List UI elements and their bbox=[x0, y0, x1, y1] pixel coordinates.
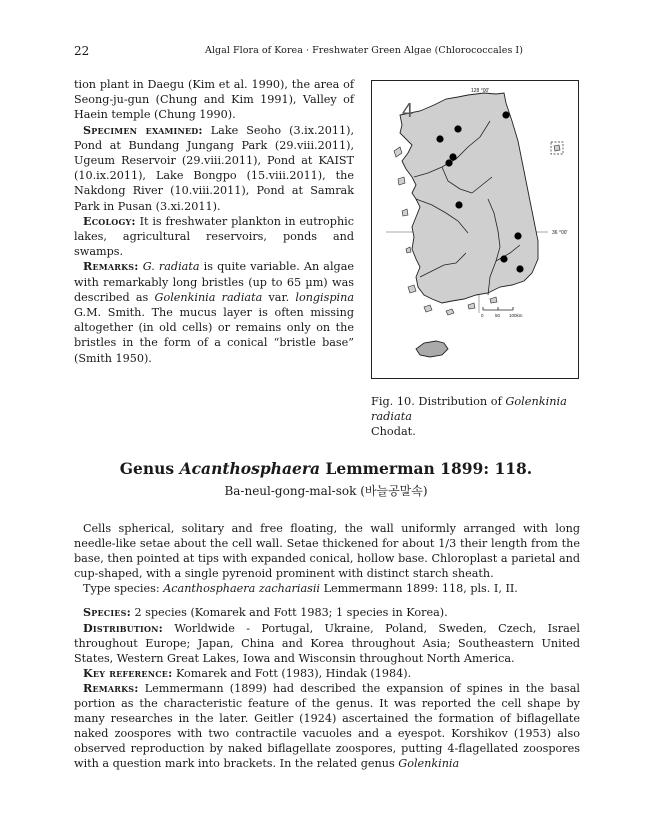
key-reference-paragraph bbox=[74, 666, 580, 681]
genus-name: Acanthosphaera bbox=[179, 459, 321, 478]
jeju-island bbox=[416, 341, 448, 357]
genus-citation: Lemmerman 1899: 118. bbox=[325, 459, 533, 478]
left-text-column bbox=[74, 77, 354, 366]
caption-prefix: Fig. 10. Distribution of bbox=[371, 395, 502, 408]
remarks-species: G. radiata bbox=[142, 260, 200, 274]
distribution-dot bbox=[436, 135, 443, 142]
latitude-label: 36 °00' bbox=[552, 230, 568, 236]
caption-species: Golenkinia radiata bbox=[371, 395, 567, 423]
map-panel-number: 4 bbox=[402, 100, 414, 122]
scale-label-50: 50 bbox=[495, 313, 501, 318]
distribution-map-figure bbox=[371, 80, 579, 379]
specimen-label: Specimen examined: bbox=[83, 122, 203, 137]
korea-map bbox=[372, 81, 578, 378]
description-paragraph: Cells spherical, solitary and free floating, the wall uniformly arranged with long needle-like setae about the cell wall. Setae thickened for about 1/3 their length from the base, then pointed at tips with expanded conical, hollow base. Chloroplast a parietal and cup-shaped, with a single pyrenoid prominent with distinct starch sheath. bbox=[74, 522, 580, 581]
mainland-shape bbox=[400, 93, 538, 303]
genus-body-text bbox=[74, 521, 580, 772]
intro-paragraph: tion plant in Daegu (Kim et al. 1990), the area of Seong-ju-gun (Chung and Kim 1991), Valley of Haein temple (Chung 1990). bbox=[74, 78, 354, 122]
distribution-dot bbox=[445, 159, 452, 166]
distribution-dot bbox=[502, 111, 509, 118]
species-text: 2 species (Komarek and Fott 1983; 1 species in Korea). bbox=[134, 606, 448, 620]
species-paragraph bbox=[74, 605, 580, 620]
specimen-paragraph bbox=[74, 123, 354, 214]
species-label: Species: bbox=[83, 605, 131, 620]
remarks-label: Remarks: bbox=[83, 259, 139, 274]
distribution-dot bbox=[500, 255, 507, 262]
type-species-label: Type species: bbox=[83, 582, 160, 596]
distribution-dot bbox=[449, 153, 456, 160]
running-head: Algal Flora of Korea · Freshwater Green Algae (Chlorococcales I) bbox=[205, 45, 523, 56]
ecology-paragraph bbox=[74, 214, 354, 260]
distribution-label: Distribution: bbox=[83, 620, 164, 635]
key-reference-label: Key reference: bbox=[83, 665, 173, 680]
genus-remarks-genus: Golenkinia bbox=[398, 757, 460, 771]
type-species-name: Acanthosphaera zachariasii bbox=[163, 582, 321, 596]
genus-remarks-text: Lemmermann (1899) had described the expansion of spines in the basal portion as the characteristic feature of the genus. It was reported the cell shape by many researches in the later. Geitler (1924) ascertained the formation of biflagellate naked zoospores with two contractile vacuoles and a eyespot. Korshikov (1953) also observed reproduction by naked biflagellate zoospores, putting 4-flagellated zoospores with a question mark into brackets. In the related genus bbox=[74, 681, 580, 771]
remarks-variety: longispina bbox=[295, 290, 354, 304]
distribution-dot bbox=[454, 125, 461, 132]
type-species-citation: Lemmermann 1899: 118, pls. I, II. bbox=[323, 582, 518, 596]
page-number: 22 bbox=[74, 44, 90, 58]
genus-word: Genus bbox=[119, 459, 175, 478]
scale-label-0: 0 bbox=[481, 313, 484, 318]
distribution-paragraph bbox=[74, 621, 580, 666]
ulleungdo-island bbox=[554, 145, 560, 151]
ecology-text: It is freshwater plankton in eutrophic lakes, agricultural reservoirs, ponds and swamps. bbox=[74, 214, 354, 259]
distribution-dot bbox=[455, 201, 462, 208]
remarks-text-1: is quite variable. An algae with remarkably long bristles (up to 65 µm) was described as bbox=[74, 260, 354, 304]
remarks-species-2: Golenkinia radiata bbox=[154, 290, 263, 304]
distribution-text: Worldwide - Portugal, Ukraine, Poland, Sweden, Czech, Israel throughout Europe; Japan, China and Korea throughout Asia; Southeastern United States, Western Great Lakes, Iowa and Wisconsin throughout North America. bbox=[74, 621, 580, 665]
ecology-label: Ecology: bbox=[83, 213, 136, 228]
figure-caption bbox=[371, 394, 586, 439]
scale-label-100km: 100km bbox=[509, 313, 523, 318]
remarks-paragraph bbox=[74, 259, 354, 365]
caption-author: Chodat. bbox=[371, 425, 416, 438]
specimen-text: Lake Seoho (3.ix.2011), Pond at Bundang Jungang Park (29.viii.2011), Ugeum Reservoir (29.viii.2011), Pond at KAIST (10.ix.2011), Lake Bongpo (15.viii.2011), the Nakdong River (10.viii.2011), Pond at Samrak Park in Pusan (3.xi.2011). bbox=[74, 123, 355, 213]
distribution-dot bbox=[516, 265, 523, 272]
remarks-text-3: G.M. Smith. The mucus layer is often missing altogether (in old cells) or remains only on the bristles in the form of a conical “bristle base” (Smith 1950). bbox=[74, 306, 354, 365]
remarks-text-2: var. bbox=[268, 290, 290, 304]
genus-korean-name: Ba-neul-gong-mal-sok (바늘공말속) bbox=[224, 484, 428, 498]
genus-remarks-label: Remarks: bbox=[83, 680, 139, 695]
longitude-label: 128 °00' bbox=[471, 88, 490, 94]
type-species-paragraph bbox=[74, 581, 580, 596]
scale-bar bbox=[481, 307, 523, 318]
distribution-dot bbox=[514, 232, 521, 239]
genus-remarks-paragraph bbox=[74, 681, 580, 772]
key-reference-text: Komarek and Fott (1983), Hindak (1984). bbox=[175, 666, 412, 680]
genus-heading bbox=[0, 459, 652, 478]
